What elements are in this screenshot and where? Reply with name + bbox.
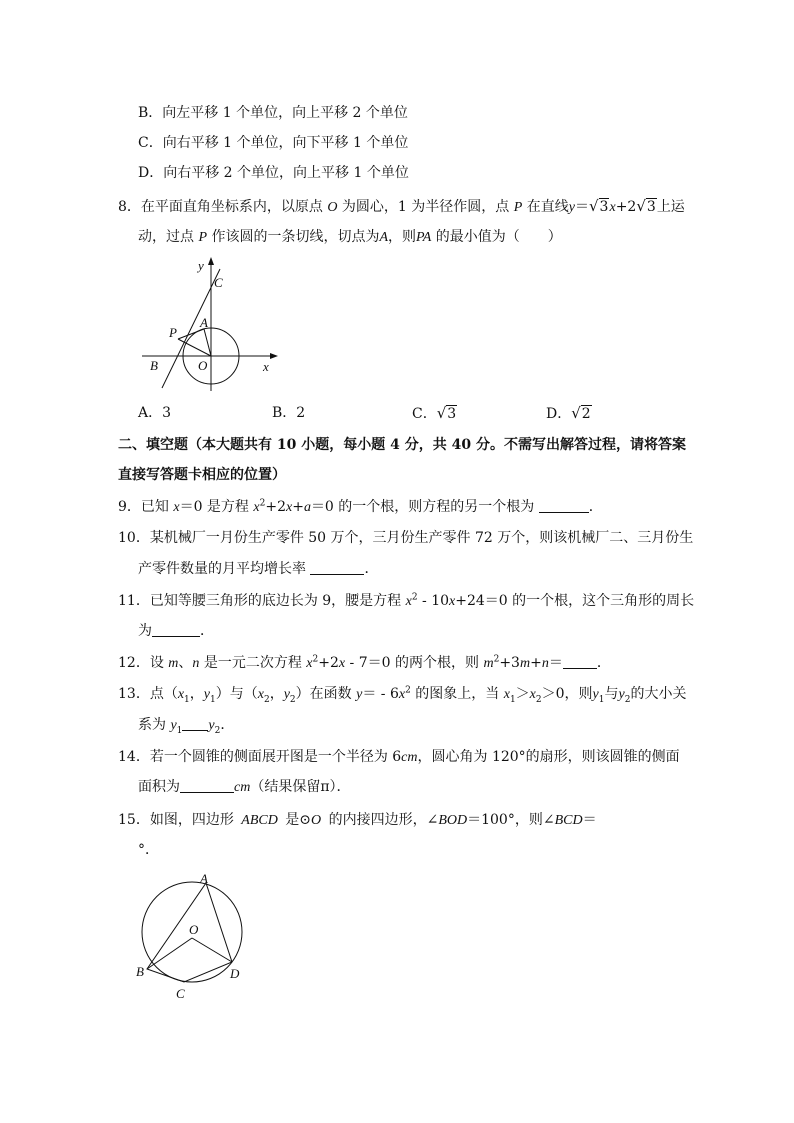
- segment-od: [192, 938, 232, 962]
- q11-line1: 11．已知等腰三角形的底边长为 9，腰是方程 $x^2 - 10x+24=0$ 的一个根，这个三角形的周长: [118, 592, 695, 609]
- sqrt-three: √3: [436, 404, 457, 422]
- label-b: B: [150, 358, 158, 373]
- answer-blank[interactable]: [152, 622, 200, 637]
- segment-oa: [204, 329, 211, 356]
- answer-blank[interactable]: [310, 560, 364, 575]
- q11-line2: 为 ．: [138, 623, 214, 639]
- answer-blank[interactable]: [180, 778, 234, 793]
- label-b: B: [136, 964, 144, 979]
- q14-line2: 面积为 cm（结果保留π）．: [138, 779, 351, 795]
- label-o: O: [189, 922, 199, 937]
- q7-option-b: B．向左平移 1 个单位，向上平移 2 个单位: [138, 105, 408, 121]
- label-y: y: [198, 258, 204, 273]
- sqrt-two: √2: [571, 404, 591, 422]
- q8-option-c: C．√3: [412, 404, 457, 422]
- label-d: D: [230, 966, 240, 981]
- q13-line2: 系为 $y_1$ $y_2$．: [138, 717, 235, 736]
- label-c: C: [176, 986, 185, 1000]
- q8-stem-line2: 动，过点 P 作该圆的一条切线，切点为A，则PA 的最小值为（ ）: [138, 229, 562, 245]
- label-p: P: [169, 325, 177, 340]
- q15-line2: °．: [138, 842, 159, 858]
- y-axis-arrow: [208, 257, 214, 265]
- sqrt-three: √3: [636, 197, 656, 215]
- section-heading-line2: 直接写答题卡相应的位置）: [118, 467, 286, 483]
- answer-blank[interactable]: [563, 654, 597, 669]
- label-c: C: [214, 275, 223, 290]
- label-x: x: [263, 359, 269, 374]
- q8-figure: [138, 255, 288, 395]
- q15-figure: [132, 870, 252, 1000]
- label-o: O: [198, 358, 208, 373]
- q9: 9．已知 x＝0 是方程 $x^2+2x+a=0$ 的一个根，则方程的另一个根为 ．: [118, 498, 603, 515]
- answer-blank[interactable]: [539, 498, 589, 513]
- q8-stem-line1: 8．在平面直角坐标系内，以原点 O 为圆心，1 为半径作圆，点 P 在直线y＝√3x+2√3上运: [118, 197, 685, 215]
- segment-pa: [178, 329, 204, 339]
- q8-option-b: B．2: [272, 405, 306, 421]
- answer-blank[interactable]: [182, 716, 208, 731]
- q12: 12．设 m、n 是一元二次方程 $x^2+2x - 7=0$ 的两个根，则 $m^2+3m+n=$ ．: [118, 654, 611, 671]
- q10-line1: 10．某机械厂一月份生产零件 50 万个，三月份生产零件 72 万个，则该机械厂二、三月份生: [118, 530, 694, 546]
- q8-option-a: A．3: [138, 405, 172, 421]
- x-axis-arrow: [270, 353, 278, 359]
- label-a: A: [200, 871, 208, 886]
- q10-line2: 产零件数量的月平均增长率 ．: [138, 561, 379, 577]
- segment-ob: [147, 938, 192, 969]
- q14-line1: 14．若一个圆锥的侧面展开图是一个半径为 6cm，圆心角为 120°的扇形，则该圆锥的侧面: [118, 749, 680, 765]
- q7-option-d: D．向右平移 2 个单位，向上平移 1 个单位: [138, 165, 409, 181]
- section-heading-line1: 二、填空题（本大题共有 10 小题，每小题 4 分，共 40 分。不需写出解答过程，请将答案: [118, 437, 686, 453]
- q15-line1: 15．如图，四边形 ABCD 是⊙O 的内接四边形，∠BOD＝100°，则∠BCD＝: [118, 812, 597, 828]
- label-a: A: [200, 315, 208, 330]
- q13-line1: 13．点（$x_1$，$y_1$）与（$x_2$，$y_2$）在函数 $y= - 6x^2$ 的图象上，当 $x_1>x_2>0$，则$y_1$与$y_2$的大小关: [118, 685, 687, 705]
- sqrt-three: √3: [588, 197, 609, 215]
- q8-option-d: D．√2: [546, 404, 591, 422]
- q7-option-c: C．向右平移 1 个单位，向下平移 1 个单位: [138, 135, 409, 151]
